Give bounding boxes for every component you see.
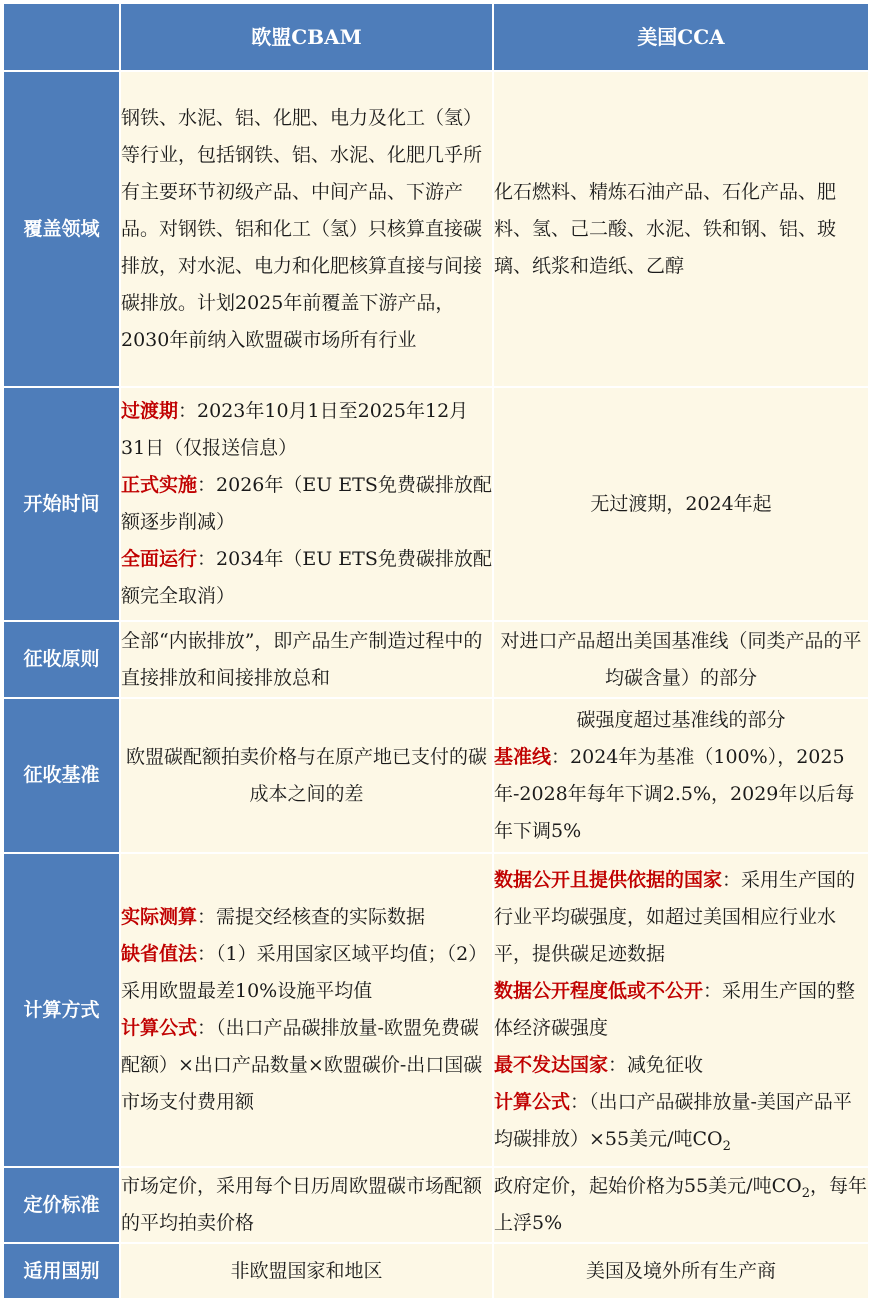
coverage-cbam: 钢铁、水泥、铝、化肥、电力及化工（氢）等行业，包括钢铁、铝、水泥、化肥几乎所有主要环节初级产品、中间产品、下游产品。对钢铁、铝和化工（氢）只核算直接碳排放，对水泥、电力和化肥核算直接与间接碳排放。计划2025年前覆盖下游产品，2030年前纳入欧盟碳市场所有行业 [120,71,493,387]
start-full-text: ：2034年（EU ETS免费碳排放配额完全取消） [121,548,492,607]
cca-formula-text: ：（出口产品碳排放量-美国产品平均碳排放）×55美元/吨CO [494,1091,852,1150]
row-scope [3,1243,869,1299]
row-label-start: 开始时间 [3,387,120,621]
row-method [3,853,869,1167]
pricing-cca-sub: 2 [801,1185,810,1201]
corner-cell [3,3,120,71]
start-full [121,541,492,615]
actual-label: 实际测算 [121,906,198,928]
col-header-cbam: 欧盟CBAM [120,3,493,71]
row-pricing [3,1167,869,1243]
col-header-cca: 美国CCA [493,3,869,71]
start-formal-text: ：2026年（EU ETS免费碳排放配额逐步削减） [121,474,492,533]
method-cbam [120,853,493,1167]
start-transition [121,393,492,467]
start-transition-label: 过渡期 [121,400,179,422]
coverage-cca: 化石燃料、精炼石油产品、石化产品、肥料、氢、己二酸、水泥、铁和钢、铝、玻璃、纸浆和造纸、乙醇 [493,71,869,387]
basis-cbam: 欧盟碳配额拍卖价格与在原产地已支付的碳成本之间的差 [120,698,493,853]
cca-formula-label: 计算公式 [494,1091,571,1113]
low-label: 数据公开程度低或不公开 [494,980,704,1002]
comparison-table [2,2,869,1300]
basis-cca-baseline [494,739,868,850]
baseline-text: ：2024年为基准（100%），2025年-2028年每年下调2.5%，2029年以后每年下调5% [494,745,855,842]
principle-cbam: 全部“内嵌排放”，即产品生产制造过程中的直接排放和间接排放总和 [120,621,493,698]
row-basis [3,698,869,853]
start-cca: 无过渡期，2024年起 [493,387,869,621]
start-cbam [120,387,493,621]
public-text: ：采用生产国的行业平均碳强度，如超过美国相应行业水平，提供碳足迹数据 [494,869,856,965]
basis-cca [493,698,869,853]
default-text: ：（1）采用国家区域平均值；（2）采用欧盟最差10%设施平均值 [121,943,488,1002]
cca-formula-sub: 2 [722,1138,731,1154]
ldc-text: ：减免征收 [608,1054,704,1076]
pricing-cbam: 市场定价，采用每个日历周欧盟碳市场配额的平均拍卖价格 [120,1167,493,1243]
method-formula [121,1010,492,1121]
scope-cbam: 非欧盟国家和地区 [120,1243,493,1299]
low-text: ：采用生产国的整体经济碳强度 [494,980,856,1039]
method-actual [121,899,492,936]
pricing-cca-b: ，每年上浮5% [494,1175,867,1234]
row-principle [3,621,869,698]
principle-cca: 对进口产品超出美国基准线（同类产品的平均碳含量）的部分 [493,621,869,698]
start-full-label: 全面运行 [121,548,198,570]
method-ldc [494,1047,868,1084]
row-label-basis: 征收基准 [3,698,120,853]
method-cca-formula [494,1084,868,1158]
start-formal [121,467,492,541]
row-label-pricing: 定价标准 [3,1167,120,1243]
method-public [494,862,868,973]
pricing-cca [493,1167,869,1243]
start-formal-label: 正式实施 [121,474,198,496]
scope-cca: 美国及境外所有生产商 [493,1243,869,1299]
cbam-formula-text: ：（出口产品碳排放量-欧盟免费碳配额）×出口产品数量×欧盟碳价-出口国碳市场支付费用额 [121,1017,483,1113]
row-coverage [3,71,869,387]
row-label-coverage: 覆盖领域 [3,71,120,387]
pricing-cca-a: 政府定价，起始价格为55美元/吨CO [494,1175,802,1197]
row-label-scope: 适用国别 [3,1243,120,1299]
baseline-label: 基准线 [494,745,552,768]
default-label: 缺省值法 [121,943,198,965]
cbam-formula-label: 计算公式 [121,1017,198,1039]
header-row [3,3,869,71]
row-start [3,387,869,621]
row-label-principle: 征收原则 [3,621,120,698]
method-default [121,936,492,1010]
actual-text: ：需提交经核查的实际数据 [197,906,426,928]
start-transition-text: ：2023年10月1日至2025年12月31日（仅报送信息） [121,400,469,459]
public-label: 数据公开且提供依据的国家 [494,869,723,891]
row-label-method: 计算方式 [3,853,120,1167]
basis-cca-line1: 碳强度超过基准线的部分 [576,708,786,731]
ldc-label: 最不发达国家 [494,1054,609,1076]
method-cca [493,853,869,1167]
method-low [494,973,868,1047]
